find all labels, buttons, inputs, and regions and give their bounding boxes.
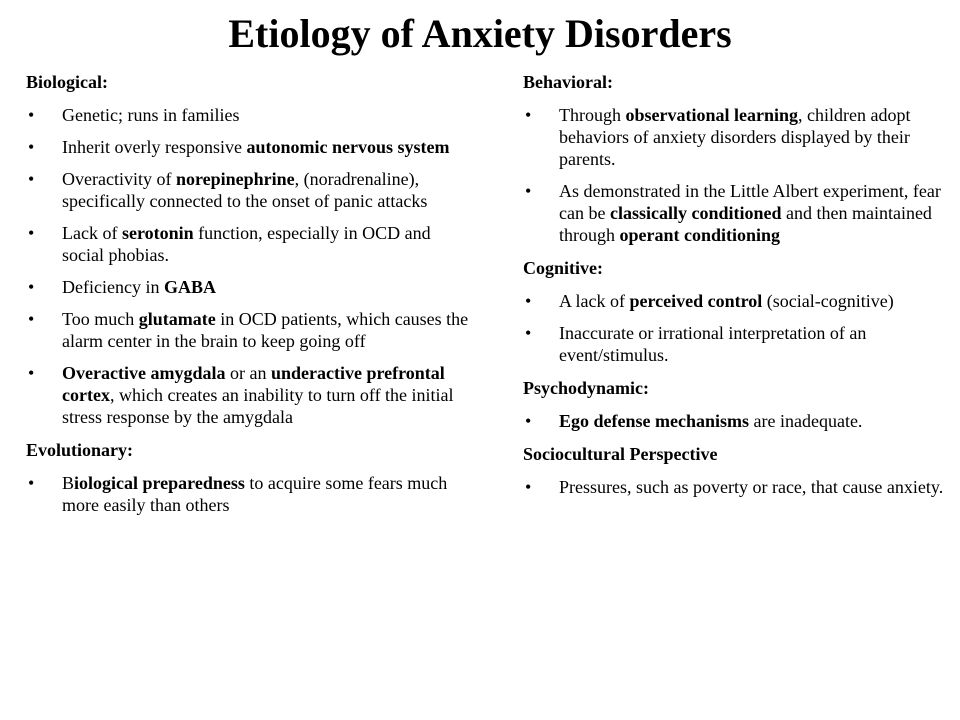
- text-run: and then maintained through: [559, 203, 932, 245]
- text-run: are inadequate.: [749, 411, 863, 431]
- bold-text: serotonin: [121, 223, 194, 243]
- bullet-list-biological: [26, 104, 474, 428]
- text-run: , (noradrenaline), specifically connected to the onset of panic attacks: [62, 169, 428, 211]
- bold-text: underactive prefrontal cortex: [62, 363, 445, 405]
- bullet-icon: •: [28, 169, 35, 189]
- text-run: Pressures, such as poverty or race, that cause anxiety.: [559, 477, 944, 497]
- list-item: [26, 276, 474, 298]
- list-item: [26, 308, 474, 352]
- bold-text: Overactive amygdala: [62, 363, 226, 383]
- bullet-list-cognitive: [523, 290, 945, 366]
- bullet-icon: •: [28, 137, 35, 157]
- bold-text: perceived control: [629, 291, 763, 311]
- bullet-icon: •: [525, 291, 532, 311]
- bullet-icon: •: [28, 473, 35, 493]
- bullet-icon: •: [525, 411, 532, 431]
- bullet-list-psychodynamic: [523, 410, 945, 432]
- section-heading-sociocultural: Sociocultural Perspective: [523, 444, 718, 464]
- text-run: , which creates an inability to turn off the initial stress response by the amygdala: [62, 385, 454, 427]
- section-heading-evolutionary: Evolutionary:: [26, 440, 134, 460]
- text-run: Overactivity of: [62, 169, 176, 189]
- section-heading-psychodynamic: Psychodynamic:: [523, 378, 649, 398]
- bullet-list-behavioral: [523, 104, 945, 246]
- bullet-icon: •: [525, 105, 532, 125]
- text-run: (social-cognitive): [762, 291, 894, 311]
- text-run: Genetic; runs in families: [62, 105, 240, 125]
- list-item: [523, 476, 945, 498]
- bold-text: GABA: [163, 277, 216, 297]
- list-item: [26, 168, 474, 212]
- list-item: [26, 104, 474, 126]
- text-run: Deficiency in: [62, 277, 164, 297]
- bullet-icon: •: [525, 477, 532, 497]
- list-item: [26, 472, 474, 516]
- text-run: Inaccurate or irrational interpretation of an event/stimulus.: [559, 323, 867, 365]
- bullet-icon: •: [28, 223, 35, 243]
- text-run: function, especially in OCD and social phobias.: [62, 223, 431, 265]
- text-run: Too much: [62, 309, 139, 329]
- bullet-icon: •: [28, 105, 35, 125]
- text-run: Through: [559, 105, 626, 125]
- list-item: [26, 136, 474, 158]
- bullet-list-evolutionary: [26, 472, 474, 516]
- section-heading-biological: Biological:: [26, 72, 108, 92]
- bold-text: Ego defense mechanisms: [559, 411, 749, 431]
- bullet-icon: •: [28, 309, 35, 329]
- left-column: [26, 70, 474, 526]
- section-heading-behavioral: Behavioral:: [523, 72, 613, 92]
- list-item: [523, 290, 945, 312]
- list-item: [26, 222, 474, 266]
- bold-text: observational learning: [625, 105, 799, 125]
- bullet-icon: •: [525, 181, 532, 201]
- bullet-list-sociocultural: [523, 476, 945, 498]
- bold-text: autonomic nervous system: [246, 137, 450, 157]
- bold-text: norepinephrine: [175, 169, 295, 189]
- bullet-icon: •: [28, 277, 35, 297]
- list-item: [523, 322, 945, 366]
- right-column: [523, 70, 945, 508]
- bold-text: iological preparedness: [74, 473, 245, 493]
- text-run: or an: [225, 363, 271, 383]
- list-item: [26, 362, 474, 428]
- section-heading-cognitive: Cognitive:: [523, 258, 603, 278]
- list-item: [523, 180, 945, 246]
- bold-text: operant conditioning: [619, 225, 781, 245]
- text-run: As demonstrated in the Little Albert experiment, fear can be: [559, 181, 941, 223]
- bold-text: glutamate: [138, 309, 216, 329]
- bullet-icon: •: [525, 323, 532, 343]
- slide-title: Etiology of Anxiety Disorders: [228, 11, 732, 56]
- text-run: in OCD patients, which causes the alarm center in the brain to keep going off: [62, 309, 469, 351]
- text-run: , children adopt behaviors of anxiety disorders displayed by their parents.: [559, 105, 911, 169]
- list-item: [523, 104, 945, 170]
- text-run: A lack of: [559, 291, 630, 311]
- text-run: B: [62, 473, 75, 493]
- bullet-icon: •: [28, 363, 35, 383]
- text-run: to acquire some fears much more easily than others: [62, 473, 448, 515]
- text-run: Inherit overly responsive: [62, 137, 247, 157]
- bold-text: classically conditioned: [609, 203, 782, 223]
- list-item: [523, 410, 945, 432]
- text-run: Lack of: [62, 223, 122, 243]
